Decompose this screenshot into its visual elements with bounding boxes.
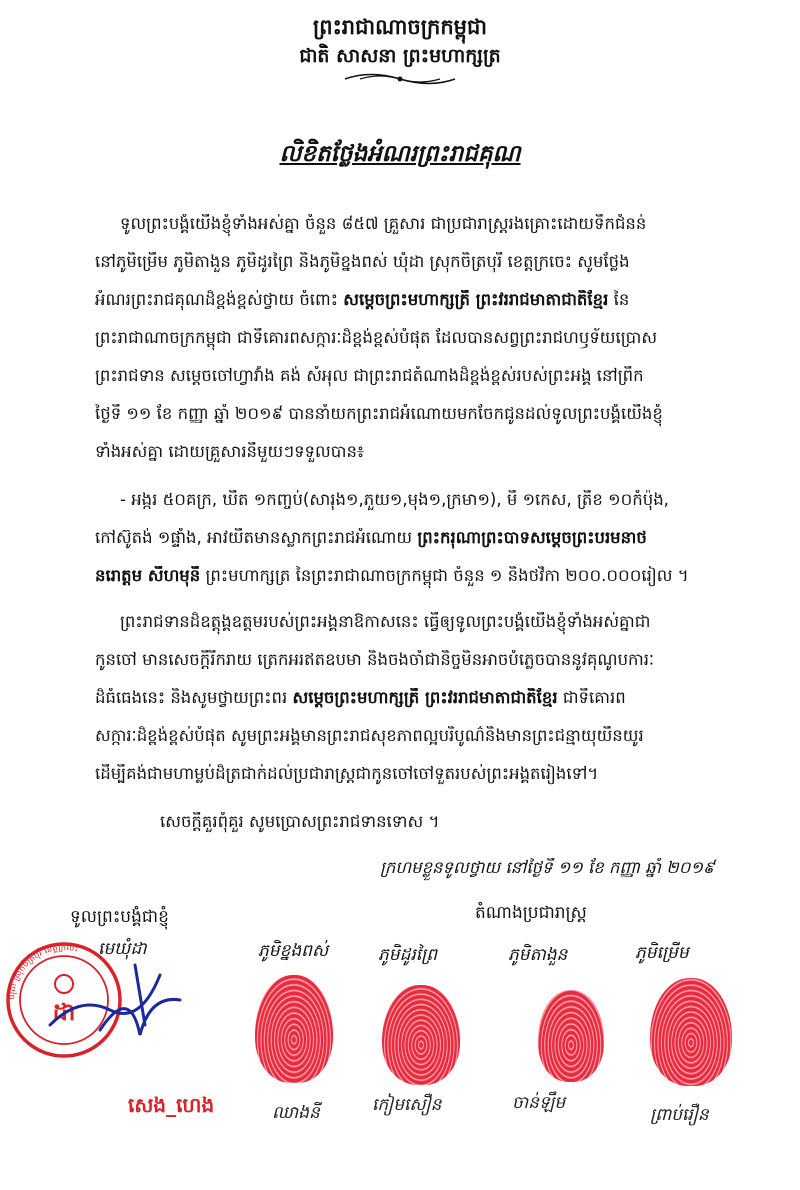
chief-name: សេង_ហេង xyxy=(128,1093,215,1117)
p1-line-6: ថ្ងៃទី ១១ ខែ កញ្ញា ឆ្នាំ ២០១៩ បាននាំយកព្រះរាជអំណោយមកចែកជូនដល់ទូលព្រះបង្គំយើងខ្ញុំ xyxy=(95,404,663,423)
p2-line-3: ដ៏ធំធេងនេះ និងសូមថ្វាយព្រះពរ សម្តេចព្រះមហាក្សត្រី ព្រះវររាជមាតាជាតិខ្មែរ ជាទីគោរព xyxy=(95,688,626,707)
thumbprint-4 xyxy=(650,978,732,1086)
p2-line-1: ព្រះរាជទានដ៏ឧត្តុង្គឧត្តមរបស់ព្រះអង្គនាឱកាសនេះ ធ្វើឲ្យទូលព្រះបង្គំយើងខ្ញុំទាំងអស់គ្នាជា xyxy=(120,612,651,631)
stamp-ring-text: ឃុំដា ស្រុកចិត្របុរី ខេត្តក្រចេះ xyxy=(6,942,79,1001)
ornament-icon xyxy=(340,70,460,88)
village-label-4: ភូមិម្រើម xyxy=(635,943,689,963)
p1-line-4: ព្រះរាជាណាចក្រកម្ពុជា ជាទីគោរពសក្ការៈដ៏ខ្ពង់ខ្ពស់បំផុត ដែលបានសព្វព្រះរាជហឫទ័យប្រោស xyxy=(95,328,658,347)
village-label-1: ភូមិខ្នងពស់ xyxy=(258,941,329,961)
p1-line-2: នៅភូមិម្រើម ភូមិតាងួន ភូមិដូរព្រៃ និងភូមិខ្នងពស់ ឃុំដា ស្រុកចិត្របុរី ខេត្តក្រចេះ សូមថ្លែង xyxy=(95,252,630,271)
p2-line-2: កូនចៅ មានសេចក្តីរីករាយ ត្រេកអរឥតឧបមា និងចងចាំជានិច្ចមិនអាចបំភ្លេចបាននូវគុណូបការៈ xyxy=(95,650,655,669)
date-line: ក្រហមខ្លួនទូលថ្វាយ នៅថ្ងៃទី ១១ ខែ កញ្ញា ឆ្នាំ ២០១៩ xyxy=(380,858,715,877)
village-label-3: ភូមិតាងួន xyxy=(508,945,568,965)
thumbprint-2 xyxy=(382,985,460,1085)
p1-line-3: អំណរព្រះរាជគុណដ៏ខ្ពង់ខ្ពស់ថ្វាយ ចំពោះ សម្តេចព្រះមហាក្សត្រី ព្រះវររាជមាតាជាតិខ្មែរ នៃ xyxy=(95,290,630,309)
p2-line-4: សក្ការៈដ៏ខ្ពង់ខ្ពស់បំផុត សូមព្រះអង្គមានព្រះរាជសុខភាពល្អបរិបូណ៌និងមានព្រះជន្មាយុយឺនយូរ xyxy=(95,726,644,745)
motto-header: ជាតិ សាសនា ព្រះមហាក្សត្រ xyxy=(299,45,501,67)
queen-title-2: សម្តេចព្រះមហាក្សត្រី ព្រះវររាជមាតាជាតិខ្មែរ xyxy=(292,688,558,707)
village-label-2: ភូមិដូរព្រៃ xyxy=(378,945,438,965)
gift-line-1: - អង្ករ ៥០គក្រ, ឃីត ១កញ្ចប់(សារុង១,ភួយ១,មុង១,ក្រមា១), មី ១កេស, ត្រីខ ១០កំប៉ុង, xyxy=(120,490,669,509)
p1-line-1: ទូលព្រះបង្គំយើងខ្ញុំទាំងអស់គ្នា ចំនួន ៨៥៧ គ្រួសារ ជាប្រជារាស្ត្ររងគ្រោះដោយទឹកជំនន់ xyxy=(120,214,647,233)
left-sign-label: ទូលព្រះបង្គំជាខ្ញុំ xyxy=(70,907,169,927)
chief-title: មេឃុំដា xyxy=(98,939,147,959)
rep-name-3: ចាន់ឡឹម xyxy=(512,1093,566,1113)
thumbprint-1 xyxy=(255,975,333,1083)
king-name: នរោត្តម សីហមុនី xyxy=(95,566,201,585)
queen-title: សម្តេចព្រះមហាក្សត្រី ព្រះវររាជមាតាជាតិខ្មែរ xyxy=(343,290,609,309)
rep-name-4: ព្រាប់រឿន xyxy=(650,1105,709,1125)
king-title: ព្រះករុណាព្រះបាទសម្តេចព្រះបរមនាថ xyxy=(417,528,647,547)
rep-name-2: កៀមសឿន xyxy=(372,1095,442,1115)
gift-line-3: នរោត្តម សីហមុនី ព្រះមហាក្សត្រ នៃព្រះរាជាណាចក្រកម្ពុជា ចំនួន ១ និងថវិកា ២០០.០០០រៀល ។ xyxy=(95,566,689,585)
letter-title: លិខិតថ្លែងអំណរព្រះរាជគុណ xyxy=(279,141,521,167)
thumbprint-3 xyxy=(538,990,604,1082)
gift-line-2: កៅស៊ូតង់ ១ផ្ទាំង, អាវយឺតមានស្លាកព្រះរាជអំណោយ ព្រះករុណាព្រះបាទសម្តេចព្រះបរមនាថ xyxy=(95,528,647,547)
right-sign-label: តំណាងប្រជារាស្ត្រ xyxy=(475,903,587,923)
rep-name-1: ឈាងនី xyxy=(272,1103,320,1123)
p1-line-5: ព្រះរាជទាន សម្តេចចៅហ្វាវាំង គង់ សំអុល ជាព្រះរាជតំណាងដ៏ខ្ពង់ខ្ពស់របស់ព្រះអង្គ នៅព្រឹក xyxy=(95,366,644,385)
stamp-center-text: ដា xyxy=(52,998,76,1026)
kingdom-header: ព្រះរាជាណាចក្រកម្ពុជា xyxy=(312,15,487,39)
closing-line: សេចក្តីគួរពុំគួរ សូមប្រោសព្រះរាជទានទោស ។ xyxy=(160,812,440,831)
p1-line-7: ទាំងអស់គ្នា ដោយគ្រួសារនីមួយៗទទួលបាន៖ xyxy=(95,442,365,461)
header-ornament xyxy=(0,70,800,92)
chief-signature-scribble xyxy=(40,955,190,1045)
p2-line-5: ដើម្បីគង់ជាមហាម្លប់ដ៏ត្រជាក់ដល់ប្រជារាស្ត្រជាកូនចៅចៅទួតរបស់ព្រះអង្គតរៀងទៅ។ xyxy=(95,764,599,783)
